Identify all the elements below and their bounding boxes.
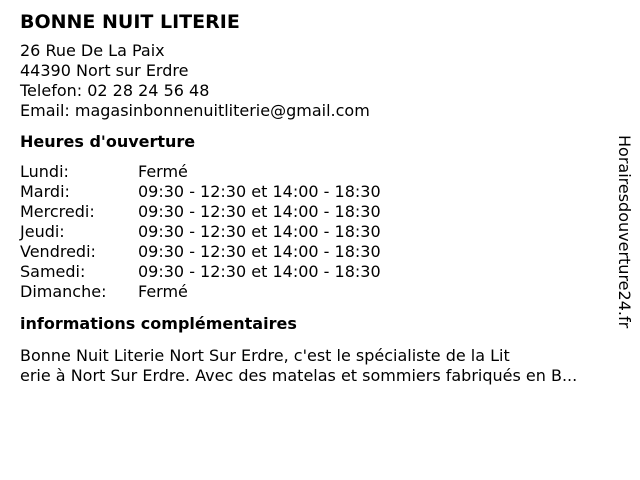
- address-city: 44390 Nort sur Erdre: [20, 61, 189, 80]
- hours-row-wednesday: [20, 202, 610, 222]
- day-hours: 09:30 - 12:30 et 14:00 - 18:30: [138, 182, 381, 201]
- hours-row-monday: [20, 162, 610, 182]
- business-card: [20, 10, 610, 386]
- hours-row-sunday: [20, 282, 610, 302]
- hours-row-thursday: [20, 222, 610, 242]
- day-hours: Fermé: [138, 162, 188, 181]
- day-label: Lundi:: [20, 162, 69, 181]
- site-watermark: Horairesdouverture24.fr: [615, 135, 634, 329]
- hours-row-friday: [20, 242, 610, 262]
- day-hours: Fermé: [138, 282, 188, 301]
- address-street: 26 Rue De La Paix: [20, 41, 165, 60]
- info-line: Bonne Nuit Literie Nort Sur Erdre, c'est le spécialiste de la Lit: [20, 346, 510, 365]
- email-address: Email: magasinbonnenuitliterie@gmail.com: [20, 101, 370, 120]
- day-hours: 09:30 - 12:30 et 14:00 - 18:30: [138, 222, 381, 241]
- day-label: Mercredi:: [20, 202, 95, 221]
- day-label: Samedi:: [20, 262, 86, 281]
- info-heading: informations complémentaires: [20, 314, 297, 333]
- phone-number: Telefon: 02 28 24 56 48: [20, 81, 210, 100]
- info-description: [20, 346, 620, 386]
- day-hours: 09:30 - 12:30 et 14:00 - 18:30: [138, 262, 381, 281]
- business-name: BONNE NUIT LITERIE: [20, 11, 240, 33]
- day-hours: 09:30 - 12:30 et 14:00 - 18:30: [138, 202, 381, 221]
- day-label: Jeudi:: [20, 222, 65, 241]
- hours-row-saturday: [20, 262, 610, 282]
- hours-row-tuesday: [20, 182, 610, 202]
- day-label: Vendredi:: [20, 242, 96, 261]
- day-hours: 09:30 - 12:30 et 14:00 - 18:30: [138, 242, 381, 261]
- info-line: erie à Nort Sur Erdre. Avec des matelas et sommiers fabriqués en B...: [20, 366, 578, 385]
- day-label: Dimanche:: [20, 282, 107, 301]
- hours-table: [20, 162, 610, 302]
- hours-heading: Heures d'ouverture: [20, 132, 196, 151]
- day-label: Mardi:: [20, 182, 70, 201]
